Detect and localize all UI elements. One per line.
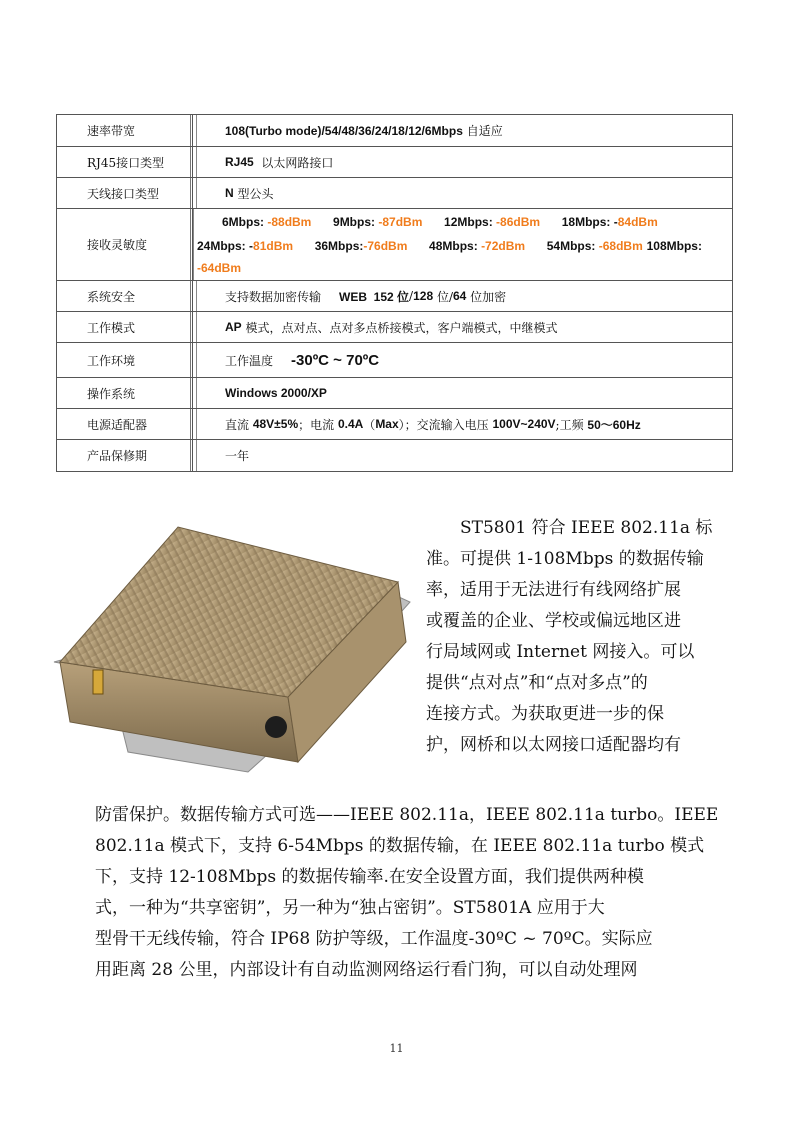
value-text: （ [363, 417, 376, 432]
text-line: 连接方式。为获取更进一步的保 [426, 704, 664, 724]
value-text: 自适应 [462, 124, 503, 138]
value-text: 位加密 [466, 289, 507, 304]
ethernet-port-icon [265, 716, 287, 738]
value-bold: 0.4A [337, 417, 364, 431]
value-text: 型公头 [233, 186, 274, 201]
row-label: 接收灵敏度 [57, 209, 193, 280]
value-bold: 48V±5% [252, 417, 299, 431]
row-label: RJ45接口类型 [57, 147, 193, 177]
value-bold: Windows 2000/XP [225, 386, 327, 400]
intro-paragraph [426, 513, 713, 761]
text-line: 准。可提供 1-108Mbps 的数据传输 [426, 549, 704, 569]
row-value [196, 178, 732, 208]
temperature-range: -30ºC ~ 70ºC [291, 351, 380, 369]
value-text: ；电流 [298, 417, 338, 432]
row-value [196, 440, 732, 471]
row-value [196, 115, 732, 146]
rate-label: 6Mbps: [222, 215, 268, 229]
value-bold: 128 [413, 289, 434, 303]
text-line: 提供“点对点”和“点对多点”的 [426, 673, 648, 693]
dbm-value: -86dBm [496, 215, 541, 229]
text-line: ST5801 符合 IEEE 802.11a 标 [460, 518, 713, 538]
row-label: 工作环境 [57, 343, 193, 377]
row-label: 操作系统 [57, 378, 193, 408]
value-bold: AP [225, 320, 242, 334]
row-label: 速率带宽 [57, 115, 193, 146]
dbm-value: 81dBm [253, 239, 294, 253]
row-value [196, 409, 732, 439]
value-text: 支持数据加密传输 [225, 289, 322, 304]
page-number: 11 [389, 1042, 404, 1055]
value-bold: RJ45 [225, 155, 254, 169]
value-bold: N [225, 186, 234, 200]
row-value [196, 343, 732, 377]
dbm-value: -76dBm [363, 239, 408, 253]
value-text: / [409, 289, 414, 303]
value-text: 位/ [433, 289, 453, 304]
row-label: 系统安全 [57, 281, 193, 311]
text-line: 防雷保护。数据传输方式可选——IEEE 802.11a，IEEE 802.11a turbo。IEEE [95, 805, 719, 825]
text-line: 型骨干无线传输，符合 IP68 防护等级，工作温度-30ºC ~ 70ºC。实际应 [95, 929, 653, 949]
dbm-value: -87dBm [378, 215, 423, 229]
rate-label: 36Mbps: [314, 239, 364, 253]
row-label: 工作模式 [57, 312, 193, 342]
rate-label: 18Mbps: - [561, 215, 618, 229]
rate-label: 12Mbps: [444, 215, 497, 229]
table-row [57, 378, 732, 409]
value-bold: 64 [452, 289, 467, 303]
row-label: 产品保修期 [57, 440, 193, 471]
sensitivity-line-2 [194, 235, 726, 257]
rate-label: 108Mbps: [646, 239, 702, 253]
table-row [57, 343, 732, 378]
value-text: 模式，点对点、点对多点桥接模式，客户端模式，中继模式 [241, 320, 558, 335]
dbm-value: 84dBm [617, 215, 658, 229]
antenna-connector-icon [93, 670, 103, 694]
product-photo [48, 522, 412, 780]
sensitivity-line-3 [194, 257, 726, 279]
value-bold: 100V~240V [492, 417, 556, 431]
rate-label: 9Mbps: [333, 215, 379, 229]
value-text: ）；交流输入电压 [398, 417, 493, 432]
row-value [196, 281, 732, 311]
row-value [196, 378, 732, 408]
text-line: 802.11a 模式下，支持 6-54Mbps 的数据传输，在 IEEE 802.11a turbo 模式 [95, 836, 705, 856]
value-bold: WEB 152 位 [339, 289, 410, 304]
value-text: 工作温度 [225, 353, 274, 368]
text-line: 下，支持 12-108Mbps 的数据传输率.在安全设置方面，我们提供两种模 [95, 867, 644, 887]
table-row-sensitivity [57, 209, 732, 281]
value-bold: 50～60Hz [587, 417, 641, 432]
value-text: ;工频 [555, 417, 588, 432]
table-row [57, 409, 732, 440]
table-row [57, 147, 732, 178]
value-text: 直流 [225, 417, 253, 432]
dbm-value: -68dBm [598, 239, 643, 253]
text-line: 率，适用于无法进行有线网络扩展 [426, 580, 681, 600]
dbm-value: -64dBm [197, 261, 242, 275]
text-line: 用距离 28 公里，内部设计有自动监测网络运行看门狗，可以自动处理网 [95, 960, 638, 980]
row-value [196, 147, 732, 177]
dbm-value: -88dBm [267, 215, 312, 229]
value-bold: 108(Turbo mode)/54/48/36/24/18/12/6Mbps [225, 123, 463, 138]
text-line: 行局域网或 Internet 网接入。可以 [426, 642, 695, 662]
row-label: 电源适配器 [57, 409, 193, 439]
rate-label: 54Mbps: [546, 239, 599, 253]
table-row [57, 178, 732, 209]
value-text: 以太网路接口 [253, 155, 334, 170]
text-line: 护，网桥和以太网接口适配器均有 [426, 735, 681, 755]
dbm-value: -72dBm [481, 239, 526, 253]
table-row [57, 115, 732, 147]
text-line: 式，一种为“共享密钥”，另一种为“独占密钥”。ST5801A 应用于大 [95, 898, 605, 918]
spec-table [56, 114, 733, 472]
value-bold: Max [375, 417, 399, 431]
row-label: 天线接口类型 [57, 178, 193, 208]
table-row [57, 281, 732, 312]
rate-label: 24Mbps: - [197, 239, 254, 253]
sensitivity-line-1 [194, 209, 726, 235]
sensitivity-values [193, 209, 732, 280]
row-value [196, 312, 732, 342]
table-row [57, 440, 732, 471]
text-line: 或覆盖的企业、学校或偏远地区进 [426, 611, 681, 631]
body-paragraph [95, 800, 719, 986]
table-row [57, 312, 732, 343]
rate-label: 48Mbps: [429, 239, 482, 253]
value-text: 一年 [225, 449, 250, 463]
